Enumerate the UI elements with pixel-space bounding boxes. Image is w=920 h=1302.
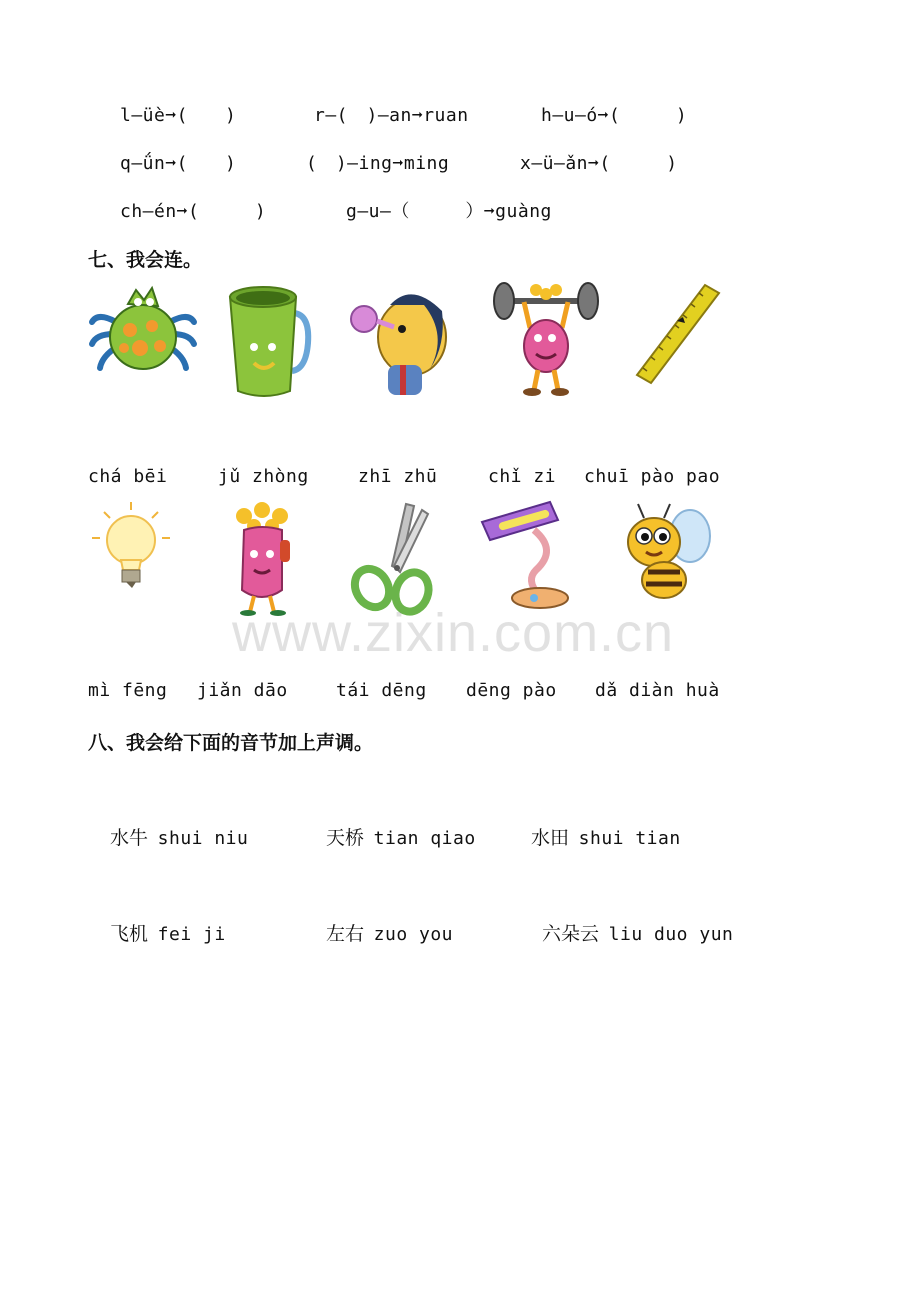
spell-item-2: r—( )—an➞ruan <box>314 105 469 126</box>
pinyin-word: liu duo yun <box>608 924 734 945</box>
pinyin-label: jiǎn dāo <box>197 680 288 701</box>
balloon-boy-icon <box>350 285 450 400</box>
pinyin-label: zhī zhū <box>358 466 438 487</box>
ruler-icon <box>633 283 721 386</box>
tone-item <box>110 823 248 850</box>
bee-icon <box>614 500 714 612</box>
spell-item-4: q—ǘn➞( ) <box>120 153 237 174</box>
hanzi-word: 水田 <box>531 827 570 849</box>
pinyin-word: shui tian <box>578 828 681 849</box>
pinyin-word: shui niu <box>157 828 249 849</box>
tone-item <box>542 919 733 946</box>
section-8-title: 八、我会给下面的音节加上声调。 <box>88 732 374 754</box>
spell-item-8: g—u—（ ）➞guàng <box>346 201 552 222</box>
spell-item-7: ch—én➞( ) <box>120 201 267 222</box>
pinyin-label: chá bēi <box>88 466 168 487</box>
pinyin-label: dēng pào <box>466 680 557 701</box>
hanzi-word: 水牛 <box>110 827 149 849</box>
section-7-title: 七、我会连。 <box>88 249 203 271</box>
pinyin-word: fei ji <box>157 924 226 945</box>
pinyin-word: zuo you <box>373 924 454 945</box>
hanzi-word: 左右 <box>326 923 365 945</box>
tone-item <box>110 919 226 946</box>
spell-item-6: x—ü—ǎn➞( ) <box>520 153 678 174</box>
tone-item <box>531 823 681 850</box>
hanzi-word: 天桥 <box>326 827 365 849</box>
hanzi-word: 六朵云 <box>542 923 600 945</box>
scissors-icon <box>352 500 434 616</box>
hanzi-word: 飞机 <box>110 923 149 945</box>
pinyin-label: tái dēng <box>336 680 427 701</box>
cup-icon <box>224 283 310 400</box>
spell-item-5: ( )—ing➞ming <box>306 153 450 174</box>
pinyin-word: tian qiao <box>373 828 476 849</box>
pinyin-label: chuī pào pao <box>584 466 721 487</box>
pinyin-label: mì fēng <box>88 680 168 701</box>
spell-item-3: h—u—ó➞( ) <box>541 105 688 126</box>
desk-lamp-icon <box>478 500 574 612</box>
pinyin-label: chǐ zi <box>488 466 557 487</box>
spell-item-1: l—üè➞( ) <box>120 105 237 126</box>
light-bulb-icon <box>88 500 174 592</box>
pinyin-label: dǎ diàn huà <box>595 680 720 701</box>
phone-call-flower-icon <box>226 500 302 618</box>
pinyin-label: jǔ zhòng <box>218 466 309 487</box>
tone-item <box>326 823 476 850</box>
weightlifter-icon <box>490 282 602 400</box>
tone-item <box>326 919 453 946</box>
spider-icon <box>88 282 198 377</box>
watermark-text: www.zixin.com.cn <box>232 603 675 663</box>
